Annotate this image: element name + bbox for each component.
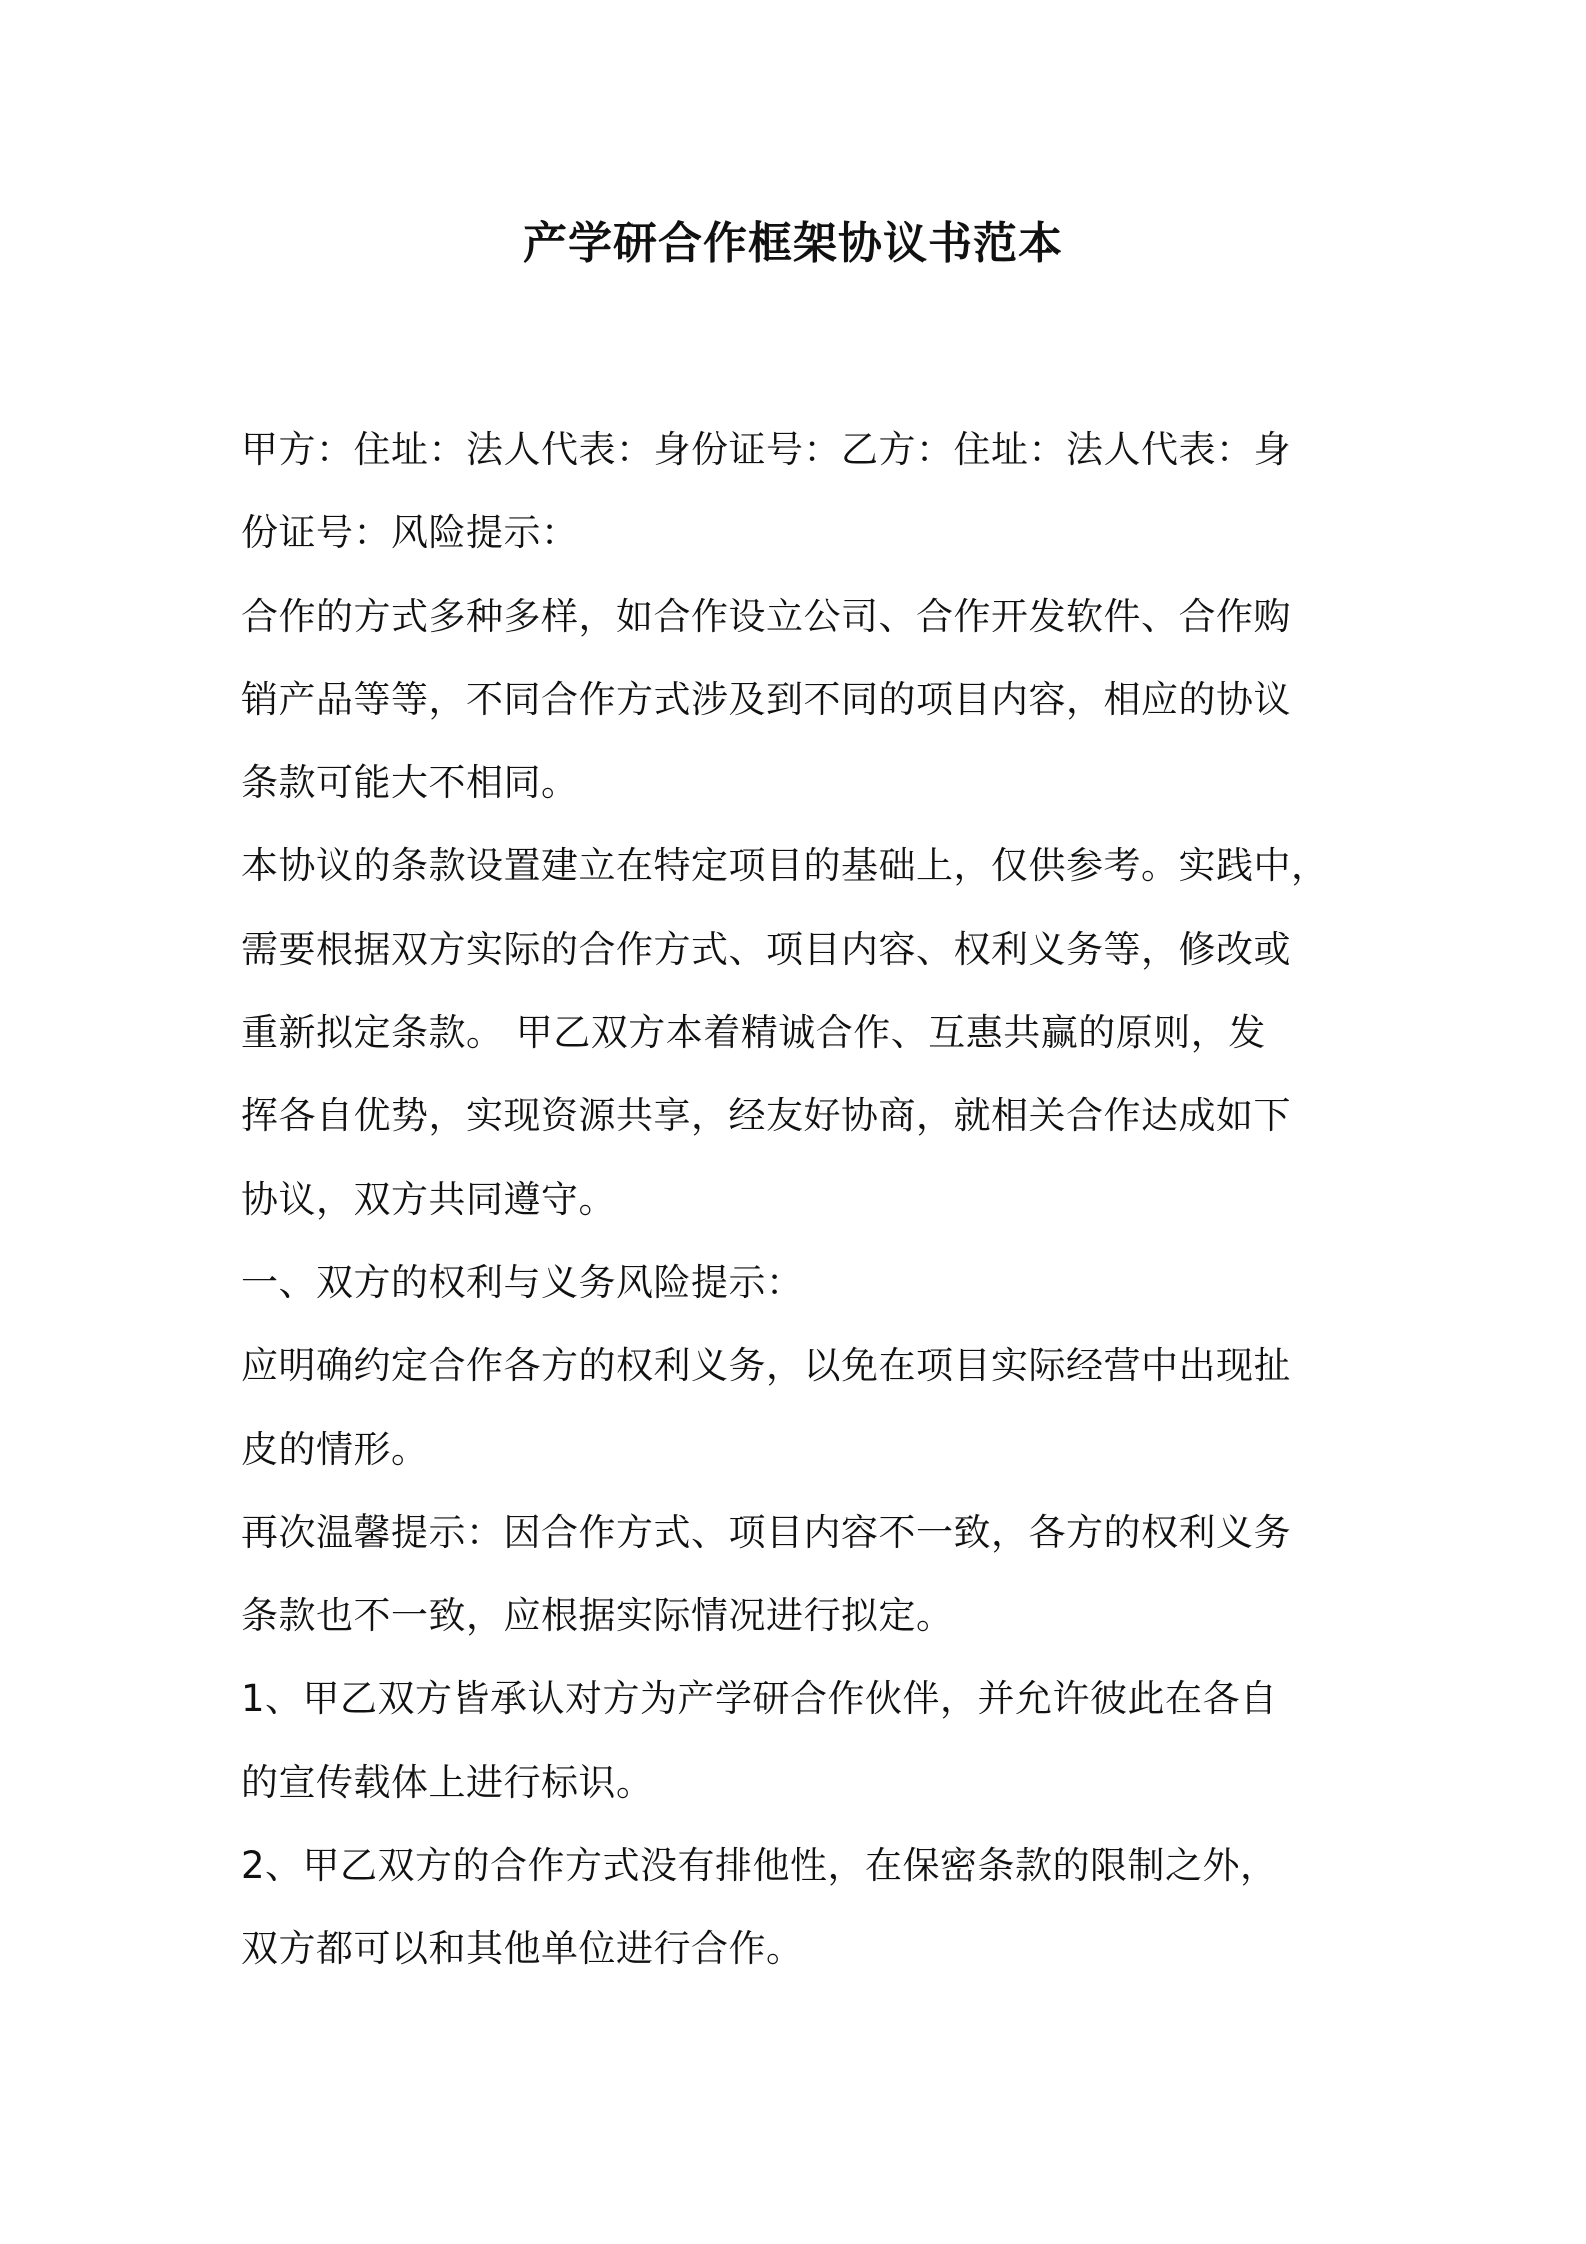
clause-line: 双方都可以和其他单位进行合作。 (241, 1927, 804, 1971)
body-line: 挥各自优势，实现资源共享，经友好协商，就相关合作达成如下 (241, 1094, 1291, 1138)
body-line: 皮的情形。 (241, 1427, 429, 1471)
document-title: 产学研合作框架协议书范本 (523, 218, 1063, 269)
body-line: 销产品等等，不同合作方式涉及到不同的项目内容，相应的协议 (241, 677, 1291, 721)
body-line: 协议，双方共同遵守。 (241, 1177, 616, 1221)
clause-line: 1、甲乙双方皆承认对方为产学研合作伙伴，并允许彼此在各自 (241, 1677, 1278, 1721)
document-body (241, 408, 1361, 1991)
body-line: 份证号：风险提示： (241, 511, 579, 555)
body-line: 需要根据双方实际的合作方式、项目内容、权利义务等，修改或 (241, 927, 1291, 971)
body-line: 再次温馨提示：因合作方式、项目内容不一致，各方的权利义务 (241, 1510, 1291, 1554)
clause-line: 的宣传载体上进行标识。 (241, 1760, 654, 1804)
body-line: 条款也不一致，应根据实际情况进行拟定。 (241, 1594, 954, 1638)
body-line: 条款可能大不相同。 (241, 761, 579, 805)
clause-line: 2、甲乙双方的合作方式没有排他性，在保密条款的限制之外， (241, 1844, 1278, 1888)
section-heading: 一、双方的权利与义务风险提示： (241, 1260, 804, 1304)
body-line: 本协议的条款设置建立在特定项目的基础上，仅供参考。实践中， (241, 844, 1329, 888)
body-line: 应明确约定合作各方的权利义务，以免在项目实际经营中出现扯 (241, 1344, 1291, 1388)
body-line: 重新拟定条款。 甲乙双方本着精诚合作、互惠共赢的原则，发 (241, 1011, 1266, 1055)
body-line: 甲方：住址：法人代表：身份证号：乙方：住址：法人代表：身 (241, 428, 1291, 471)
body-line: 合作的方式多种多样，如合作设立公司、合作开发软件、合作购 (241, 594, 1291, 638)
